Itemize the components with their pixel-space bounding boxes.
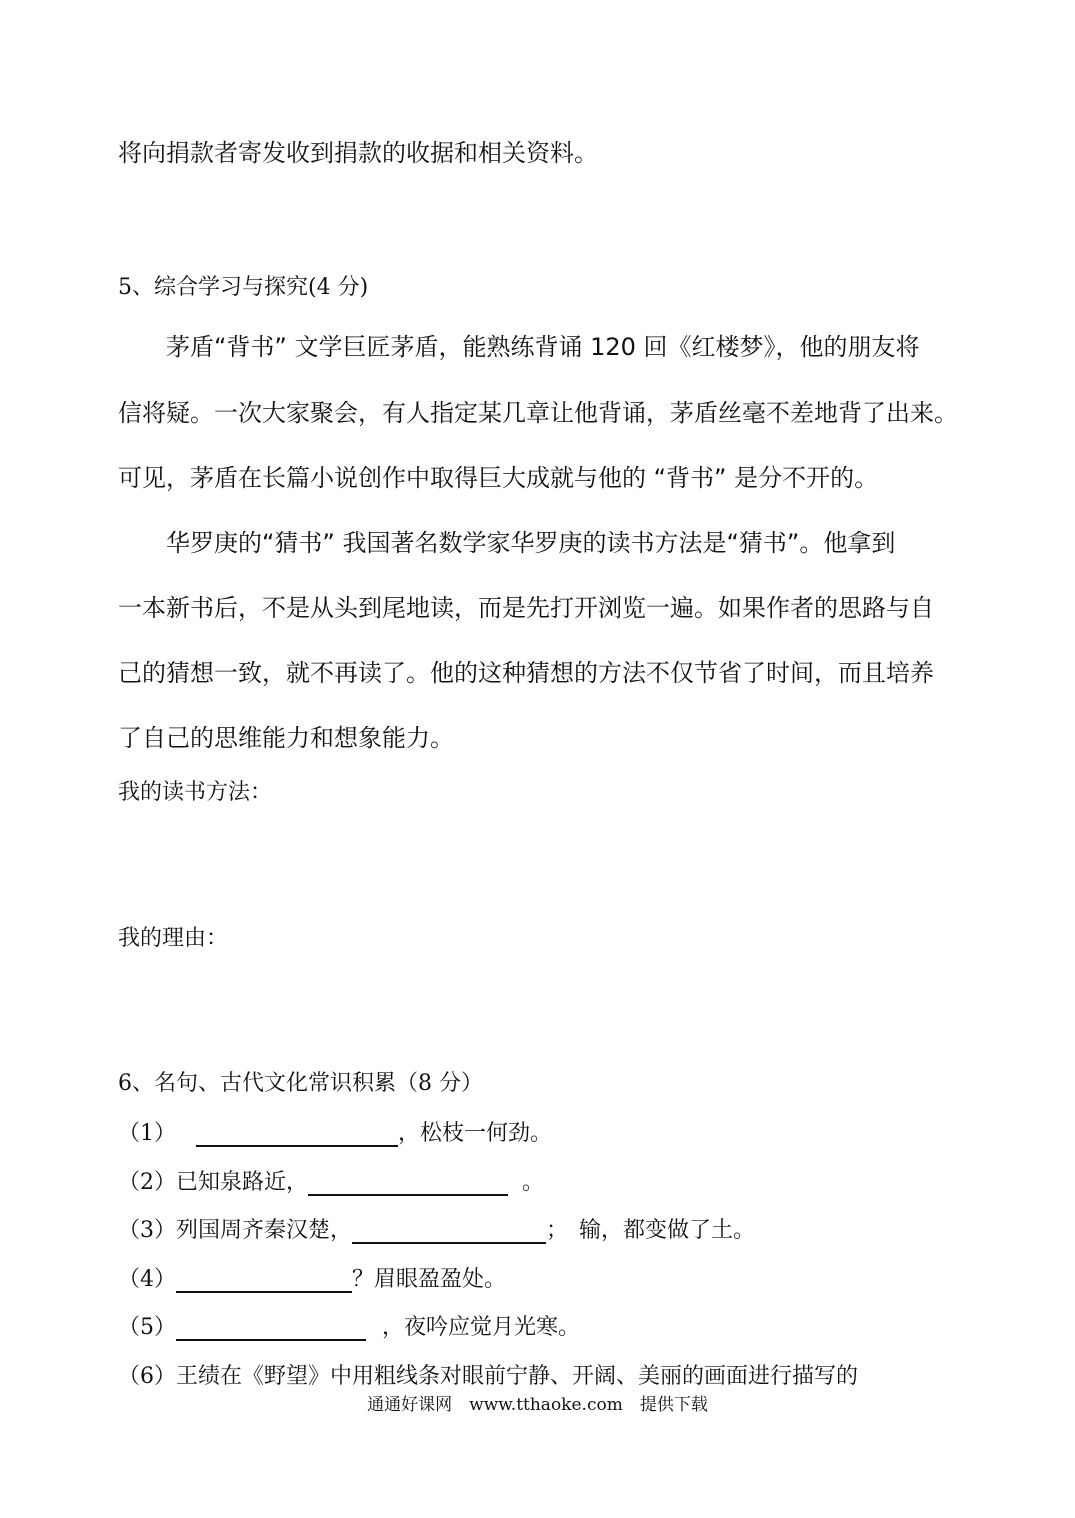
q1-answer-blank[interactable] <box>196 1123 398 1147</box>
q1-after: ，松枝一何劲。 <box>398 1121 553 1146</box>
q5-after: ，夜吟应觉月光寒。 <box>382 1315 581 1340</box>
my-reason-label: 我的理由： <box>118 926 229 951</box>
q2-label: （2）已知泉路近， <box>118 1170 308 1195</box>
para2-line1: 华罗庚的“猜书” 我国著名数学家华罗庚的读书方法是“猜书”。他拿到 <box>166 529 896 557</box>
q3-after: ； 输，都变做了土。 <box>546 1218 756 1243</box>
question-4 <box>118 1262 506 1293</box>
para1-line1: 茅盾“背书” 文学巨匠茅盾，能熟练背诵 120 回《红楼梦》，他的朋友将 <box>166 333 920 361</box>
q5-answer-blank[interactable] <box>176 1317 366 1341</box>
para1-line3: 可见，茅盾在长篇小说创作中取得巨大成就与他的 “背书” 是分不开的。 <box>118 464 879 492</box>
my-method-label: 我的读书方法： <box>118 780 273 805</box>
section5-heading: 5、综合学习与探究(4 分) <box>118 275 369 300</box>
footer-credit: 通通好课网 www.tthaoke.com 提供下载 <box>367 1395 708 1415</box>
question-6: （6）王绩在《野望》中用粗线条对眼前宁静、开阔、美丽的画面进行描写的 <box>118 1364 858 1389</box>
q4-answer-blank[interactable] <box>176 1269 352 1293</box>
question-5 <box>118 1310 580 1341</box>
question-3 <box>118 1213 755 1244</box>
para2-line3: 己的猜想一致，就不再读了。他的这种猜想的方法不仅节省了时间，而且培养 <box>118 659 934 687</box>
q1-label: （1） <box>118 1121 176 1146</box>
para1-line2: 信将疑。一次大家聚会，有人指定某几章让他背诵，茅盾丝毫不差地背了出来。 <box>118 399 958 427</box>
q2-after: 。 <box>522 1170 545 1195</box>
q5-label: （5） <box>118 1315 176 1340</box>
q4-after: ？眉眼盈盈处。 <box>352 1267 507 1292</box>
q3-label: （3）列国周齐秦汉楚， <box>118 1218 352 1243</box>
q2-answer-blank[interactable] <box>308 1172 508 1196</box>
q3-answer-blank[interactable] <box>352 1220 546 1244</box>
para2-line4: 了自己的思维能力和想象能力。 <box>118 724 454 752</box>
para2-line2: 一本新书后，不是从头到尾地读，而是先打开浏览一遍。如果作者的思路与自 <box>118 594 934 622</box>
top-line: 将向捐款者寄发收到捐款的收据和相关资料。 <box>118 139 598 167</box>
question-1 <box>118 1116 552 1147</box>
question-2 <box>118 1165 544 1196</box>
q4-label: （4） <box>118 1267 176 1292</box>
section6-heading: 6、名句、古代文化常识积累（8 分） <box>118 1071 483 1096</box>
